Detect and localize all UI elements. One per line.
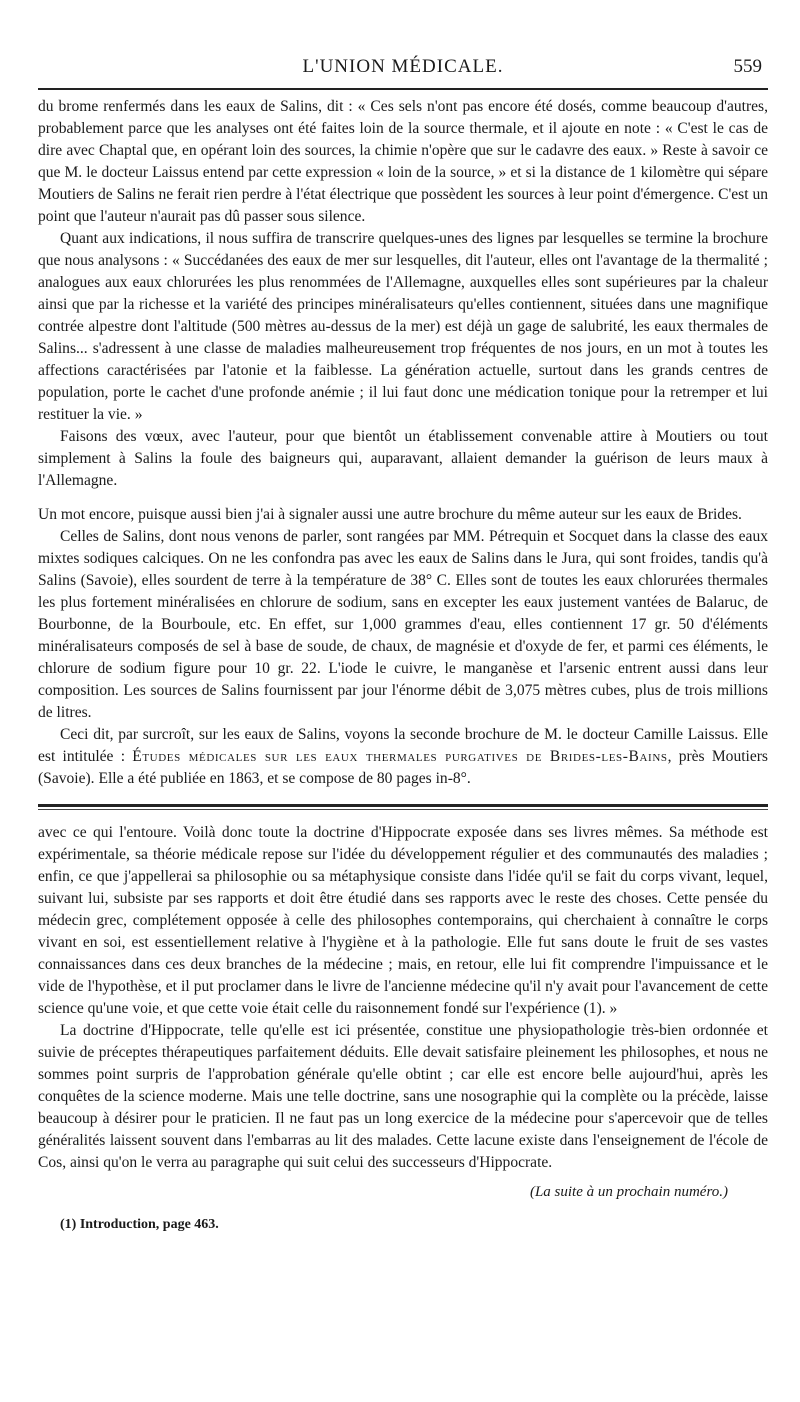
running-title: L'UNION MÉDICALE. xyxy=(302,56,504,77)
brochure-title: Études médicales sur les eaux thermales purgatives de Brides-les-Bains xyxy=(132,748,668,765)
paragraph-doctrine-hippocrate: avec ce qui l'entoure. Voilà donc toute la doctrine d'Hippocrate exposée dans ses livres mêmes. Sa méthode est expérimentale, sa théorie médicale repose sur l'idée du développement régulier et des communautés des maladies ; enfin, ce que j'appellerai sa philosophie ou sa métaphysique consiste dans l'idée qu'il se fait du corps vivant, lequel, suivant lui, subsiste par ses rapports et doit être étudié dans ses rapports avec le reste des choses. Cette pensée du médecin grec, complétement opposée à celle des philosophes contemporains, qui cherchaient à connaître le corps vivant en soi, est essentiellement relative à l'hygiène et à la pathologie. Elle fut sans doute le fruit de ses vastes connaissances dans ces deux branches de la médecine ; mais, en retour, elle lui fit comprendre l'impuissance et le vide de l'hypothèse, et il put proclamer dans le livre de l'ancienne médecine qu'il n'y avait pour l'avancement de cette science qu'une voie, et que cette voie était celle du raisonnement fondé sur l'expérience (1). » xyxy=(38,824,768,1017)
footnote: (1) Introduction, page 463. xyxy=(60,1217,219,1232)
paragraph-physiopathologie: La doctrine d'Hippocrate, telle qu'elle est ici présentée, constitue une physiopathologie très-bien ordonnée et suivie de préceptes thérapeutiques parfaitement déduits. Elle devait satisfaire pleinement les philosophes, et nous ne sommes point surpris de l'approbation générale qu'elle obtint ; car elle est encore belle aujourd'hui, après les conquêtes de la science moderne. Mais une telle doctrine, sans une nosographie qui la complète ou la précède, laisse beaucoup à désirer pour le praticien. Il ne faut pas un long exercice de la médecine pour s'apercevoir que de telles généralités laissent souvent dans l'embarras au lit des malades. Cette lacune existe dans l'enseignement de l'école de Cos, ainsi qu'on le verra au paragraphe qui suit celui des successeurs d'Hippocrate. xyxy=(38,1022,768,1171)
feuilleton-divider xyxy=(38,804,768,810)
paragraph-indications: Quant aux indications, il nous suffira de transcrire quelques-unes des lignes par lesquelles se termine la brochure que nous analysons : « Succédanées des eaux de mer sur lesquelles, dit l'auteur, elles ont l'avantage de la thermalité ; analogues aux eaux chlorurées les plus renommées de l'Allemagne, auxquelles elles sont supérieures par la chaleur ainsi que par la richesse et la variété des principes minéralisateurs qu'elles contiennent, situées dans une magnifique contrée alpestre dont l'altitude (500 mètres au-dessus de la mer) est déjà un gage de salubrité, les eaux thermales de Salins... s'adressent à une classe de maladies malheureusement trop fréquentes de nos jours, en un mot à toutes les affections caractérisées par l'atonie et la faiblesse. La génération actuelle, surtout dans les grands centres de population, porte le cachet d'une profonde anémie ; il lui faut donc une médication tonique pour la retremper et lui restituer la vie. » xyxy=(38,230,768,423)
page-number: 559 xyxy=(733,56,762,77)
page-header xyxy=(38,48,768,90)
paragraph-celles-de-salins: Celles de Salins, dont nous venons de parler, sont rangées par MM. Pétrequin et Socquet dans la classe des eaux mixtes sodiques calciques. On ne les confondra pas avec les eaux de Salins dans le Jura, qui sont froides, tandis qu'à Salins (Savoie), elles sourdent de terre à la température de 38° C. Elles sont de toutes les eaux chlorurées thermales les plus fortement minéralisées en chlorure de sodium, sans en excepter les eaux justement vantées de Balaruc, de Bourbonne, de la Bourboule, etc. En effet, sur 1,000 grammes d'eau, elles contiennent 17 gr. 50 d'éléments minéralisateurs composés de sel à base de soude, de chaux, de magnésie et d'oxyde de fer, et parmi ces éléments, le chlorure de sodium figure pour 10 gr. 22. L'iode le cuivre, le manganèse et l'arsenic entrent aussi dans leur composition. Les sources de Salins fournissent par jour l'énorme débit de 3,075 mètres cubes, plus de trois millions de litres. xyxy=(38,528,768,721)
paragraph-salins-brome: du brome renfermés dans les eaux de Salins, dit : « Ces sels n'ont pas encore été dosés, comme beaucoup d'autres, probablement parce que les analyses ont été faites loin de la source thermale, et il ajoute en note : « C'est le cas de dire avec Chaptal que, en opérant loin des sources, la chimie n'opère que sur le cadavre des eaux. » Reste à savoir ce que M. le docteur Laissus entend par cette expression « loin de la source, » et si la distance de 1 kilomètre qui sépare Moutiers de Salins ne ferait rien perdre à l'état électrique que possèdent les sources à leur point d'émergence. C'est un point que l'auteur n'aurait pas dû passer sous silence. xyxy=(38,98,768,225)
paragraph-un-mot-encore: Un mot encore, puisque aussi bien j'ai à signaler aussi une autre brochure du même auteur sur les eaux de Brides. xyxy=(38,506,742,523)
paragraph-voeux: Faisons des vœux, avec l'auteur, pour que bientôt un établissement convenable attire à Moutiers ou tout simplement à Salins la foule des baigneurs qui, auparavant, allaient demander la guérison de leurs maux à l'Allemagne. xyxy=(38,428,768,489)
brochure-intro: Ceci dit, par surcroît, sur les eaux de Salins, voyons la seconde brochure de M. le docteur Camille Laissus. Elle est intitulée : xyxy=(38,726,768,765)
paragraph-seconde-brochure xyxy=(38,724,768,790)
brochure-details: , près Moutiers (Savoie). Elle a été publiée en 1863, et se compose de 80 pages in-8°. xyxy=(38,748,768,787)
continuation-note: (La suite à un prochain numéro.) xyxy=(529,1184,728,1200)
